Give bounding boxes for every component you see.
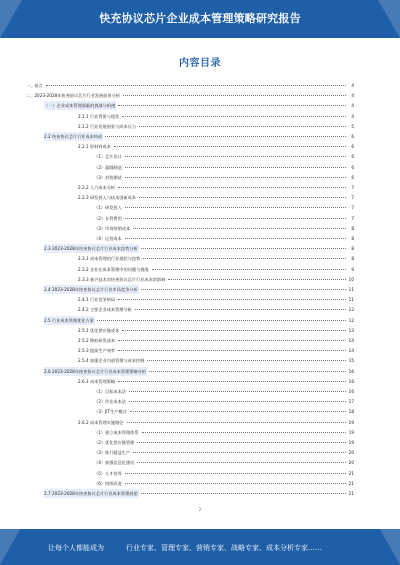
toc-page-number: 10 bbox=[348, 276, 354, 282]
toc-entry-text: 2.5.4 加强企业内部管理与成本控制 bbox=[78, 358, 145, 364]
toc-page-number: 11 bbox=[348, 287, 354, 292]
toc-entry[interactable] bbox=[26, 356, 354, 365]
toc-entry-text: 一、前言 bbox=[26, 83, 43, 88]
toc-leader-dots bbox=[105, 136, 346, 137]
toc-page-number: 7 bbox=[351, 185, 354, 190]
toc-leader-dots bbox=[114, 146, 346, 147]
toc-entry[interactable] bbox=[26, 224, 354, 233]
toc-page-number: 6 bbox=[351, 154, 354, 160]
toc-leader-dots bbox=[97, 320, 346, 321]
toc-page-number: 12 bbox=[348, 317, 354, 323]
toc-page-number: 14 bbox=[348, 338, 354, 343]
toc-entry-text: （4）加强信息化建设 bbox=[94, 460, 135, 466]
toc-entry[interactable] bbox=[26, 234, 354, 243]
toc-leader-dots bbox=[141, 248, 346, 249]
toc-leader-dots bbox=[129, 391, 346, 392]
toc-entry[interactable] bbox=[26, 489, 354, 498]
toc-entry-text: 2.1.2 行业发展前景与成本压力 bbox=[78, 123, 137, 129]
toc-leader-dots bbox=[123, 95, 346, 96]
toc-entry[interactable] bbox=[26, 203, 354, 212]
toc-entry[interactable] bbox=[26, 407, 354, 416]
toc-leader-dots bbox=[139, 197, 346, 198]
toc-entry[interactable] bbox=[26, 295, 354, 304]
footer-slogan: 让每个人都能成为 bbox=[48, 544, 104, 552]
toc-entry[interactable] bbox=[26, 387, 354, 396]
footer-decoration-left bbox=[0, 529, 20, 565]
toc-page-number: 17 bbox=[348, 399, 354, 405]
toc-page-number: 4 bbox=[351, 113, 354, 119]
toc-leader-dots bbox=[118, 187, 346, 188]
page-number: 2 bbox=[198, 507, 202, 512]
toc-leader-dots bbox=[130, 411, 346, 412]
toc-page-number: 20 bbox=[348, 450, 354, 456]
toc-entry[interactable] bbox=[26, 336, 354, 345]
toc-entry-text: （3）推行精益生产 bbox=[94, 450, 131, 456]
toc-entry[interactable] bbox=[26, 112, 354, 121]
toc-entry-text: 2.1.1 行业背景与现状 bbox=[78, 113, 120, 119]
toc-entry[interactable] bbox=[26, 163, 354, 172]
toc-entry-text: 2.4.2 主要企业成本管理分析 bbox=[78, 307, 132, 313]
toc-leader-dots bbox=[125, 238, 346, 239]
toc-leader-dots bbox=[125, 156, 346, 157]
toc-page-number: 11 bbox=[348, 297, 354, 303]
toc-entry[interactable] bbox=[26, 142, 354, 151]
footer-decoration-right bbox=[380, 529, 400, 565]
toc-entry-text: （2）专利费用 bbox=[94, 215, 122, 221]
toc-page-number: 4 bbox=[351, 103, 354, 109]
toc-page-number: 14 bbox=[348, 348, 354, 354]
toc-leader-dots bbox=[46, 85, 346, 86]
toc-entry-text: 2.4.1 行业竞争格局 bbox=[78, 297, 116, 303]
toc-leader-dots bbox=[129, 401, 346, 402]
toc-entry[interactable] bbox=[26, 458, 354, 467]
toc-leader-dots bbox=[137, 442, 346, 443]
toc-leader-dots bbox=[127, 422, 346, 423]
toc-page-number: 8 bbox=[351, 256, 354, 262]
toc-entry[interactable] bbox=[26, 173, 354, 182]
toc-leader-dots bbox=[139, 126, 346, 127]
toc-leader-dots bbox=[152, 269, 346, 270]
toc-entry[interactable] bbox=[26, 254, 354, 263]
toc-leader-dots bbox=[133, 452, 346, 453]
toc-entry[interactable] bbox=[26, 346, 354, 355]
toc-entry-text: 2.4 2023-2028年快充协议芯片行业市场竞争分析 bbox=[44, 287, 138, 292]
toc-page-number: 9 bbox=[351, 266, 354, 272]
toc-entry-text: （2）晶圆制造 bbox=[94, 164, 122, 170]
toc-page-number: 15 bbox=[348, 358, 354, 364]
toc-leader-dots bbox=[118, 105, 346, 106]
toc-page-number: 5 bbox=[351, 123, 354, 129]
toc-entry-text: （2）优化供应链管理 bbox=[94, 440, 135, 445]
toc-entry-text: 2.7 2023-2028年快充协议芯片行业成本管理展望 bbox=[44, 491, 138, 496]
toc-leader-dots bbox=[143, 258, 346, 259]
toc-entry[interactable] bbox=[26, 448, 354, 457]
toc-leader-dots bbox=[149, 371, 346, 372]
toc-leader-dots bbox=[125, 218, 346, 219]
toc-leader-dots bbox=[118, 381, 346, 382]
toc-entry[interactable] bbox=[26, 305, 354, 314]
toc-leader-dots bbox=[133, 228, 346, 229]
toc-page-number: 19 bbox=[348, 429, 354, 435]
toc-entry-text: （6）持续改进 bbox=[94, 480, 122, 486]
toc-entry-text: 2.2 快充协议芯片行业成本构成 bbox=[44, 134, 103, 139]
toc-entry[interactable] bbox=[26, 377, 354, 386]
toc-page-number: 20 bbox=[348, 460, 354, 466]
toc-leader-dots bbox=[125, 207, 346, 208]
toc-leader-dots bbox=[137, 462, 346, 463]
toc-leader-dots bbox=[141, 493, 346, 494]
toc-page-number: 19 bbox=[348, 440, 354, 445]
toc-page-number: 21 bbox=[348, 491, 354, 496]
toc-leader-dots bbox=[118, 350, 346, 351]
toc-entry[interactable] bbox=[26, 152, 354, 161]
toc-entry[interactable] bbox=[26, 244, 354, 253]
footer-expert-list: 行业专家、管理专家、营销专家、战略专家、成本分析专家…… bbox=[126, 544, 322, 552]
toc-entry-text: 2.2.2 人力成本分析 bbox=[78, 185, 116, 190]
toc-entry[interactable] bbox=[26, 122, 354, 131]
toc-entry[interactable] bbox=[26, 193, 354, 202]
toc-entry[interactable] bbox=[26, 418, 354, 427]
toc-page-number: 13 bbox=[348, 327, 354, 333]
toc-entry-text: 2.3.3 新兴技术对快充协议芯片行业成本的影响 bbox=[78, 276, 166, 282]
toc-page-number: 6 bbox=[351, 174, 354, 180]
toc-entry[interactable] bbox=[26, 214, 354, 223]
toc-leader-dots bbox=[168, 279, 346, 280]
toc-entry-text: （5）人才培养 bbox=[94, 470, 122, 476]
toc-page-number: 4 bbox=[351, 93, 354, 99]
toc-entry[interactable] bbox=[26, 101, 354, 110]
report-title: 快充协议芯片企业成本管理策略研究报告 bbox=[99, 12, 301, 25]
toc-page-number: 6 bbox=[351, 144, 354, 150]
toc-title: 内容目录 bbox=[179, 58, 221, 69]
toc-entry[interactable] bbox=[26, 183, 354, 192]
toc-leader-dots bbox=[118, 340, 346, 341]
toc-page-number: 8 bbox=[351, 225, 354, 231]
toc-entry-text: 2.6.2 成本管理实施路径 bbox=[78, 419, 124, 425]
toc-entry[interactable] bbox=[26, 428, 354, 437]
toc-page-number: 12 bbox=[348, 307, 354, 313]
toc-leader-dots bbox=[122, 330, 346, 331]
toc-page-number: 6 bbox=[351, 164, 354, 170]
toc-entry[interactable] bbox=[26, 469, 354, 478]
table-of-contents bbox=[26, 81, 354, 501]
toc-entry-text: （3）市场营销成本 bbox=[94, 225, 131, 231]
toc-entry[interactable] bbox=[26, 438, 354, 447]
toc-entry-text: 2.3.1 成本管理的行业现状与趋势 bbox=[78, 256, 141, 262]
toc-page-number: 8 bbox=[351, 236, 354, 241]
toc-leader-dots bbox=[122, 116, 346, 117]
toc-entry-text: 2.3.2 企业在成本管理中的问题与挑战 bbox=[78, 266, 149, 272]
toc-entry-text: （一）企业成本管理面临的挑战与机遇 bbox=[44, 103, 116, 109]
toc-entry-text: 2.5.2 降低研发成本 bbox=[78, 338, 116, 343]
toc-entry-text: 2.6 2023-2028年快充协议芯片行业成本管理策略分析 bbox=[44, 368, 147, 374]
toc-leader-dots bbox=[135, 309, 346, 310]
toc-entry[interactable] bbox=[26, 397, 354, 406]
toc-entry[interactable] bbox=[26, 479, 354, 488]
toc-entry-text: （3）封装测试 bbox=[94, 174, 122, 180]
toc-page-number: 16 bbox=[348, 389, 354, 394]
toc-entry-text: （3）JIT生产模式 bbox=[94, 409, 127, 415]
toc-leader-dots bbox=[118, 299, 346, 300]
toc-page-number: 7 bbox=[351, 195, 354, 201]
toc-leader-dots bbox=[147, 360, 346, 361]
report-header bbox=[0, 0, 400, 38]
toc-entry-text: 2.2.3 研发投入与技术创新成本 bbox=[78, 195, 137, 201]
toc-entry-text: （1）建立成本管理体系 bbox=[94, 429, 139, 435]
toc-page-number: 21 bbox=[348, 480, 354, 486]
toc-entry[interactable] bbox=[26, 81, 354, 90]
toc-entry-text: 二、2023-2028年快充协议芯片行业发展前景分析 bbox=[26, 93, 121, 99]
toc-entry[interactable] bbox=[26, 265, 354, 274]
toc-entry[interactable] bbox=[26, 275, 354, 284]
toc-page-number: 8 bbox=[351, 246, 354, 252]
toc-entry-text: （1）目标成本法 bbox=[94, 389, 126, 394]
toc-entry[interactable] bbox=[26, 132, 354, 141]
toc-entry-text: 2.2.1 原材料成本 bbox=[78, 144, 111, 150]
toc-entry[interactable] bbox=[26, 326, 354, 335]
toc-page-number: 6 bbox=[351, 134, 354, 139]
toc-page-number: 18 bbox=[348, 409, 354, 415]
toc-page-number: 19 bbox=[348, 419, 354, 425]
toc-page-number: 16 bbox=[348, 368, 354, 374]
toc-page-number: 7 bbox=[351, 215, 354, 221]
toc-page-number: 21 bbox=[348, 470, 354, 476]
toc-entry[interactable] bbox=[26, 285, 354, 294]
toc-entry-text: 2.6.1 成本管理策略 bbox=[78, 378, 116, 384]
toc-entry[interactable] bbox=[26, 316, 354, 325]
toc-leader-dots bbox=[125, 483, 346, 484]
toc-entry[interactable] bbox=[26, 367, 354, 376]
toc-leader-dots bbox=[142, 432, 346, 433]
report-footer bbox=[0, 529, 400, 565]
toc-page-number: 16 bbox=[348, 378, 354, 384]
toc-page-number: 4 bbox=[351, 83, 354, 88]
toc-entry-text: （1）研发投入 bbox=[94, 205, 122, 211]
toc-entry-text: （1）芯片设计 bbox=[94, 154, 122, 160]
toc-leader-dots bbox=[125, 167, 346, 168]
toc-entry-text: （2）作业成本法 bbox=[94, 399, 126, 405]
toc-entry[interactable] bbox=[26, 91, 354, 100]
toc-entry-text: 2.3 2023-2028年快充协议芯片行业成本趋势分析 bbox=[44, 246, 138, 252]
toc-leader-dots bbox=[141, 289, 346, 290]
toc-page-number: 7 bbox=[351, 205, 354, 211]
toc-leader-dots bbox=[125, 473, 346, 474]
toc-entry-text: 2.5.1 优化供应链成本 bbox=[78, 327, 120, 333]
toc-entry-text: 2.5 行业成本管理优化方案 bbox=[44, 317, 94, 323]
toc-leader-dots bbox=[125, 177, 346, 178]
toc-entry-text: （4）运营成本 bbox=[94, 236, 122, 241]
toc-entry-text: 2.5.3 提高生产效率 bbox=[78, 348, 116, 354]
